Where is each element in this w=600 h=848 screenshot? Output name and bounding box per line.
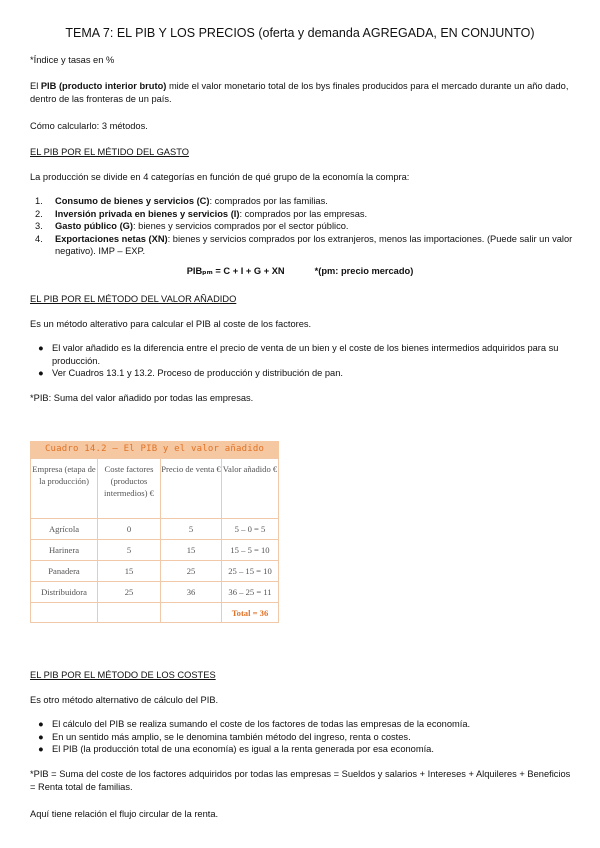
costes-intro: Es otro método alternativo de cálculo del PIB. [30,695,219,705]
list-text: : comprados por las familias. [209,196,328,206]
pib-definition-prefix: El [30,81,41,91]
bullet-text: El PIB (la producción total de una economía) es igual a la renta generada por esa economía. [52,744,434,755]
table-header: Empresa (etapa de la producción) [31,459,98,519]
valor-intro: Es un método alterativo para calcular el PIB al coste de los factores. [30,319,312,329]
table-cell: Distribuidora [31,582,98,603]
table-cell: 25 [161,561,222,582]
gasto-intro: La producción se divide en 4 categorías en función de qué grupo de la economía la compra: [30,172,410,182]
bullet-text: Ver Cuadros 13.1 y 13.2. Proceso de producción y distribución de pan. [52,368,343,379]
list-item [30,195,575,208]
table-row [31,540,279,561]
valor-note: *PIB: Suma del valor añadido por todas las empresas. [30,393,254,403]
table-row [31,519,279,540]
table-row [31,582,279,603]
table-cell: 5 [161,519,222,540]
section-heading-valor: EL PIB POR EL MÉTODO DEL VALOR AÑADIDO [30,294,237,304]
how-to-calculate: Cómo calcularlo: 3 métodos. [30,121,148,131]
formula-expression: PIBₚₘ = C + I + G + XN [186,266,285,276]
list-number: 3. [35,221,43,232]
list-item [30,743,575,756]
table-cell: Panadera [31,561,98,582]
list-term: Exportaciones netas (XN) [55,233,168,244]
list-item [30,233,575,258]
bullet-icon: ● [38,731,44,742]
costes-bullets [30,718,575,756]
table-cell: 15 [98,561,161,582]
list-number: 4. [35,233,43,244]
table-cell: 0 [98,519,161,540]
table-cell: 5 [98,540,161,561]
list-text: : bienes y servicios comprados por los extranjeros, menos las importaciones. (Puede salir un valor negativo). IMP – EXP. [55,233,573,257]
list-item [30,220,575,233]
costes-note: *PIB = Suma del coste de los factores adquiridos por todas las empresas = Sueldos y salarios + Intereses + Alquileres + Beneficios = Renta total de familias. [30,769,571,792]
list-item [30,208,575,221]
bullet-text: El cálculo del PIB se realiza sumando el coste de los factores de todas las empresas de la economía. [52,719,471,729]
pib-definition-text: mide el valor monetario total de los bys finales producidos para el mercado durante un año dado, dentro de las fronteras de un país. [30,81,569,104]
valor-bullets [30,342,575,380]
table-cell: 25 [98,582,161,603]
table-header: Precio de venta € [161,459,222,519]
pib-definition [30,80,575,106]
list-text: : bienes y servicios comprados por el sector público. [133,221,349,232]
list-term: Inversión privada en bienes y servicios (I) [55,208,240,219]
section-heading-costes: EL PIB POR EL MÉTODO DE LOS COSTES [30,670,216,680]
table-cell: 25 – 15 = 10 [222,561,279,582]
table-caption: Cuadro 14.2 – El PIB y el valor añadido [30,441,279,458]
table-grid [30,458,279,623]
closing-note: Aquí tiene relación el flujo circular de la renta. [30,809,219,819]
section-heading-gasto: EL PIB POR EL MÉTIDO DEL GASTO [30,147,189,157]
bullet-icon: ● [38,719,44,729]
index-note: *Índice y tasas en % [30,55,115,65]
table-cell: Agrícola [31,519,98,540]
bullet-icon: ● [38,744,44,755]
table-cell: 15 [161,540,222,561]
formula-note: *(pm: precio mercado) [314,266,414,276]
list-item [30,342,575,367]
list-item [30,718,575,731]
bullet-icon: ● [38,368,44,379]
table-cell: Harinera [31,540,98,561]
bullet-text: El valor añadido es la diferencia entre el precio de venta de un bien y el coste de los bienes intermedios adquiridos para su producción. [52,343,559,366]
list-item [30,731,575,744]
list-number: 1. [35,196,43,206]
table-row [31,561,279,582]
table-header: Valor añadido € [222,459,279,519]
list-term: Gasto público (G) [55,221,133,232]
table-cell: 36 – 25 = 11 [222,582,279,603]
gasto-categories-list [30,195,575,258]
list-number: 2. [35,208,43,219]
table-cell: 15 – 5 = 10 [222,540,279,561]
table-header: Coste factores (productos intermedios) € [98,459,161,519]
list-term: Consumo de bienes y servicios (C) [55,196,210,206]
table-total-row [31,603,279,623]
table-cell: 5 – 0 = 5 [222,519,279,540]
list-item [30,367,575,380]
table-cell: 36 [161,582,222,603]
pib-formula [0,266,600,277]
pib-term: PIB (producto interior bruto) [40,81,167,91]
bullet-icon: ● [38,343,44,353]
list-text: : comprados por las empresas. [239,208,368,219]
table-total: Total = 36 [222,603,279,623]
bullet-text: En un sentido más amplio, se le denomina también método del ingreso, renta o costes. [52,731,411,742]
value-added-table [30,441,279,618]
page-title: TEMA 7: EL PIB Y LOS PRECIOS (oferta y demanda AGREGADA, EN CONJUNTO) [65,26,535,40]
